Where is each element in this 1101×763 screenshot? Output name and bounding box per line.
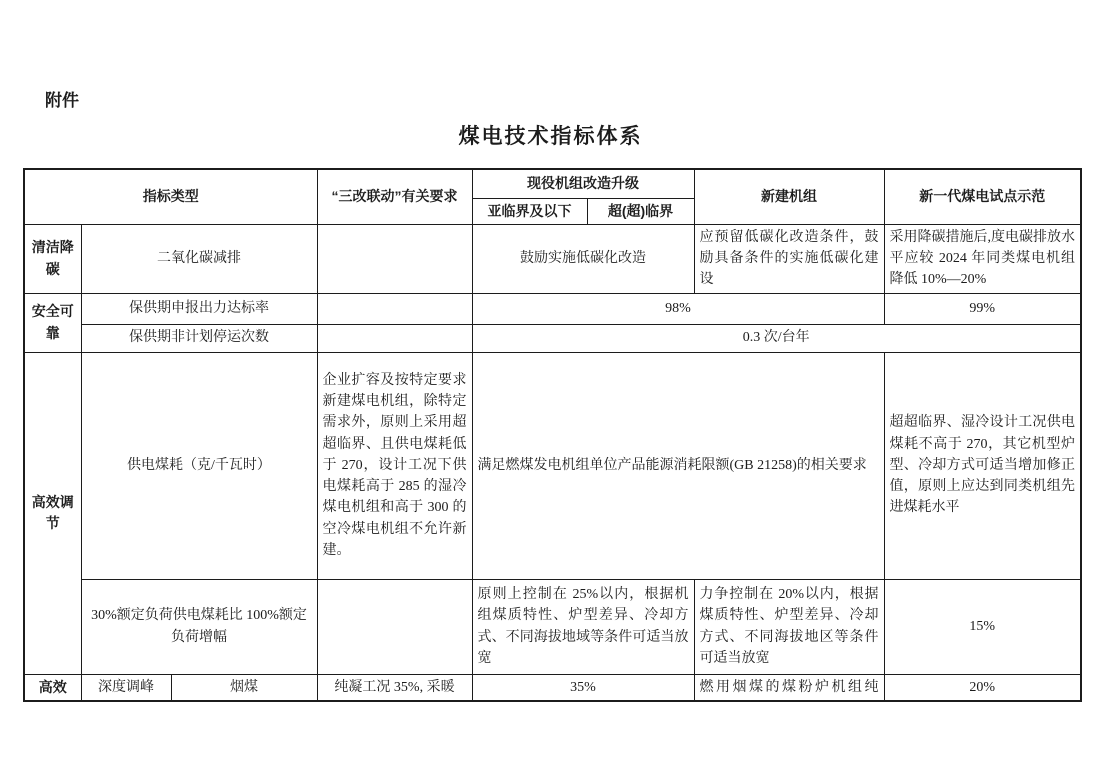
empty-cell (317, 324, 472, 352)
load-increase-existing-value: 原则上控制在 25%以内，根据机组煤质特性、炉型差异、冷却方式、不同海拔地域等条件可适当放宽 (472, 579, 694, 674)
clean-carbon-existing-value: 鼓励实施低碳化改造 (472, 224, 694, 293)
row-clean-carbon (24, 224, 1081, 293)
load-increase-next-gen-value: 15% (884, 579, 1081, 674)
empty-cell (317, 224, 472, 293)
attachment-label: 附件 (45, 91, 79, 110)
deep-peak-three-reforms-value: 纯凝工况 35%, 采暖 (317, 674, 472, 701)
row-load-increase (24, 579, 1081, 674)
clean-carbon-new-units-value: 应预留低碳化改造条件，鼓励具备条件的实施低碳化建设 (694, 224, 884, 293)
row-deep-peak (24, 674, 1081, 701)
deep-peak-next-gen-value: 20% (884, 674, 1081, 701)
coal-consumption-existing-new-value: 满足燃煤发电机组单位产品能源消耗限额(GB 21258)的相关要求 (472, 352, 884, 579)
row-unplanned-outage (24, 324, 1081, 352)
output-rate-existing-new-value: 98% (472, 293, 884, 324)
empty-cell (317, 293, 472, 324)
category-clean-carbon: 清洁降碳 (24, 224, 81, 293)
header-subcritical: 亚临界及以下 (472, 198, 587, 224)
indicator-output-rate: 保供期申报出力达标率 (81, 293, 317, 324)
category-efficient-regulation: 高效调节 (24, 352, 81, 674)
header-three-reforms: “三改联动”有关要求 (317, 169, 472, 224)
header-ultra-supercritical: 超(超)临界 (587, 198, 694, 224)
clean-carbon-next-gen-value: 采用降碳措施后,度电碳排放水平应较 2024 年同类煤电机组降低 10%—20% (884, 224, 1081, 293)
deep-peak-existing-value: 35% (472, 674, 694, 701)
header-row-top (24, 169, 1081, 198)
header-existing-units-upgrade: 现役机组改造升级 (472, 169, 694, 198)
load-increase-new-units-value: 力争控制在 20%以内，根据煤质特性、炉型差异、冷却方式、不同海拔地区等条件可适当放宽 (694, 579, 884, 674)
deep-peak-coal-type: 烟煤 (171, 674, 317, 701)
deep-peak-new-units-value: 燃用烟煤的煤粉炉机组纯 (694, 674, 884, 701)
category-safe-reliable: 安全可靠 (24, 293, 81, 352)
category-efficient: 高效 (24, 674, 81, 701)
indicator-co2-reduction: 二氧化碳减排 (81, 224, 317, 293)
output-rate-next-gen-value: 99% (884, 293, 1081, 324)
indicator-load-increase: 30%额定负荷供电煤耗比 100%额定负荷增幅 (81, 579, 317, 674)
header-next-gen-pilot: 新一代煤电试点示范 (884, 169, 1081, 224)
indicator-unplanned-outage: 保供期非计划停运次数 (81, 324, 317, 352)
unplanned-outage-all-units-value: 0.3 次/台年 (472, 324, 1081, 352)
indicator-coal-consumption: 供电煤耗（克/千瓦时） (81, 352, 317, 579)
row-output-rate (24, 293, 1081, 324)
header-indicator-type: 指标类型 (24, 169, 317, 224)
indicator-table (23, 168, 1082, 702)
coal-consumption-three-reforms-value: 企业扩容及按特定要求新建煤电机组，除特定需求外，原则上采用超超临界、且供电煤耗低于 270，设计工况下供电煤耗高于 285 的湿冷煤电机组和高于 300 的空冷煤电机组不允许新建。 (317, 352, 472, 579)
row-coal-consumption (24, 352, 1081, 579)
header-new-units: 新建机组 (694, 169, 884, 224)
coal-consumption-next-gen-value: 超超临界、湿冷设计工况供电煤耗不高于 270，其它机型炉型、冷却方式可适当增加修正值，原则上应达到同类机组先进煤耗水平 (884, 352, 1081, 579)
indicator-deep-peak: 深度调峰 (81, 674, 171, 701)
empty-cell (317, 579, 472, 674)
page-title: 煤电技术指标体系 (458, 125, 643, 148)
